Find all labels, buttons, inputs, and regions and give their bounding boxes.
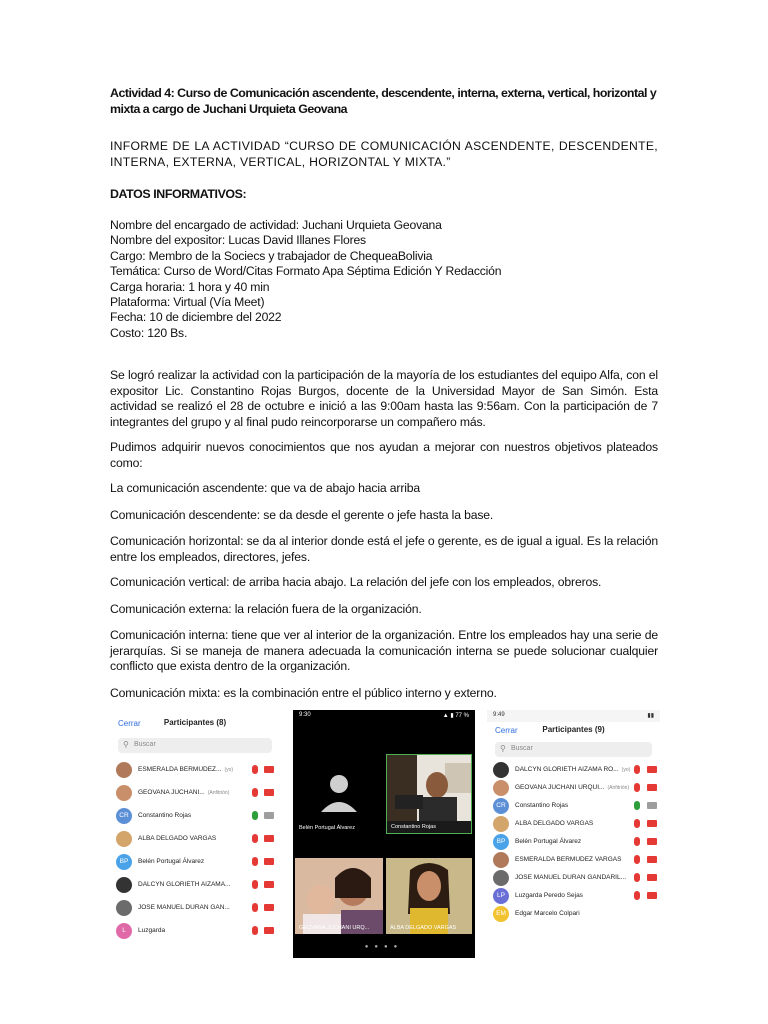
paragraph-ascendente: La comunicación ascendente: que va de abajo hacia arriba [110,481,421,496]
battery-indicator: ▲ ▮ 77 % [442,713,469,719]
camera-off-icon [647,874,657,881]
avatar: CR [493,798,509,814]
mic-off-icon [252,834,258,843]
battery-level: 77 % [455,713,469,719]
video-tile[interactable] [295,858,383,934]
participant-name: ESMERALDA BERMUDEZ... (yo) [138,766,234,773]
participant-row[interactable] [487,813,660,831]
mic-off-icon [252,788,258,797]
tile-label: Belén Portugal Álvarez [299,825,355,831]
mic-off-icon [252,880,258,889]
search-input[interactable] [118,738,272,753]
participant-row[interactable] [110,805,280,828]
search-icon: ⚲ [123,740,129,749]
info-line: Temática: Curso de Word/Citas Formato Apa Séptima Edición Y Redacción [110,264,502,279]
participants-header [487,722,660,740]
participant-name: ESMERALDA BERMUDEZ VARGAS [515,856,622,863]
participant-row[interactable] [110,920,280,940]
video-tile[interactable] [295,754,383,834]
camera-off-icon [264,927,274,934]
video-tile[interactable] [386,858,472,934]
mic-off-icon [634,891,640,900]
participant-name: JOSE MANUEL DURAN GANDARIL... [515,874,627,881]
participant-name: DALCYN GLORIETH AIZAMA... [138,881,231,888]
paragraph-descendente: Comunicación descendente: se da desde el gerente o jefe hasta la base. [110,507,494,522]
camera-off-icon [264,789,274,796]
document-body [110,86,658,701]
mic-on-icon [252,811,258,820]
avatar: CR [116,808,132,824]
mic-off-icon [634,819,640,828]
participant-row[interactable] [110,897,280,920]
close-button[interactable]: Cerrar [118,719,141,728]
participant-name: ALBA DELGADO VARGAS [515,820,594,827]
camera-off-icon [647,766,657,773]
status-time: 9:30 [299,712,311,718]
participant-name: DALCYN GLORIETH AIZAMA RO... (yo) [515,766,631,773]
participant-video [295,858,383,934]
participant-tag: (Anfitrión) [207,790,230,796]
participant-name: ALBA DELGADO VARGAS [138,835,217,842]
participant-row[interactable] [110,782,280,805]
participant-list [487,759,660,921]
participant-tag: (yo) [224,767,234,773]
info-line: Fecha: 10 de diciembre del 2022 [110,310,282,325]
activity-title: Actividad 4: Curso de Comunicación ascendente, descendente, interna, externa, vertical, horizontal y mixta a cargo de Juchani Urquieta Geovana [110,86,657,116]
search-icon: ⚲ [500,744,506,753]
paragraph-intro: Pudimos adquirir nuevos conocimientos que nos ayudan a mejorar con nuestros objetivos plateados como: [110,440,658,470]
participants-title: Participantes (9) [542,725,605,734]
mic-off-icon [252,926,258,935]
camera-off-icon [264,835,274,842]
participant-row[interactable] [110,874,280,897]
avatar [116,831,132,847]
camera-off-icon [647,784,657,791]
screenshot-participants-9 [487,710,660,928]
close-button[interactable]: Cerrar [495,726,518,735]
camera-off-icon [264,858,274,865]
avatar [116,762,132,778]
participant-row[interactable] [110,851,280,874]
participant-row[interactable] [487,849,660,867]
mic-off-icon [634,783,640,792]
camera-off-icon [264,881,274,888]
speaker-video [387,755,472,821]
status-bar [487,710,660,722]
search-placeholder: Buscar [511,745,533,752]
avatar [493,852,509,868]
participants-header [110,710,280,736]
camera-icon [264,812,274,819]
avatar [493,780,509,796]
info-line: Nombre del encargado de actividad: Juchani Urquieta Geovana [110,218,442,232]
screenshot-participants-8 [110,710,280,940]
participant-row[interactable] [487,903,660,921]
paragraph-horizontal: Comunicación horizontal: se da al interior donde está el jefe o gerente, es de igual a igual. Es la relación entre los empleados, directores, jefes. [110,534,658,564]
avatar: BP [493,834,509,850]
participant-name: Luzgarda Peredo Sejas [515,892,583,899]
participant-name: Constantino Rojas [515,802,569,809]
search-placeholder: Buscar [134,741,156,748]
participant-name: GEOVANA JUCHANI... (Anfitrión) [138,789,230,796]
tile-label: Constantino Rojas [391,824,436,830]
avatar [493,816,509,832]
status-bar [293,710,475,722]
signal-icon: ▮▮ [647,713,654,719]
participant-row[interactable] [487,885,660,903]
info-line: Nombre del expositor: Lucas David Illanes Flores [110,233,366,248]
participant-name: Belén Portugal Álvarez [515,838,582,845]
participant-row[interactable] [487,777,660,795]
mic-off-icon [634,837,640,846]
avatar: L [116,923,132,939]
participant-tag: (Anfitrión) [607,785,630,791]
camera-off-icon [647,838,657,845]
participant-name: Luzgarda [138,927,166,934]
mic-off-icon [252,857,258,866]
paragraph-summary: Se logró realizar la actividad con la participación de la mayoría de los estudiantes del equipo Alfa, con el expositor Lic. Constantino Rojas Burgos, docente de la Universidad Mayor de San Simón. Esta actividad se realizó el 28 de octubre e inició a las 9:00am hasta las 9:56am. Con la participación de 7 integrantes del grupo y al final pudo reincorporarse un compañero más. [110,368,658,429]
info-line: Plataforma: Virtual (Vía Meet) [110,295,265,310]
participant-video [386,858,472,934]
tile-label: ALBA DELGADO VARGAS [390,925,457,931]
avatar: BP [116,854,132,870]
camera-icon [647,802,657,809]
paragraph-vertical: Comunicación vertical: de arriba hacia abajo. La relación del jefe con los empleados, obreros. [110,575,602,590]
video-tile-active[interactable] [386,754,472,834]
section-heading: DATOS INFORMATIVOS: [110,187,247,201]
participant-row[interactable] [110,759,280,782]
paragraph-externa: Comunicación externa: la relación fuera de la organización. [110,601,422,616]
tile-label: GEOVANA JUCHANI URQ... [299,925,370,931]
participant-row[interactable] [487,867,660,885]
mic-off-icon [252,765,258,774]
avatar [116,785,132,801]
avatar [493,762,509,778]
participant-name: JOSE MANUEL DURAN GAN... [138,904,230,911]
camera-off-icon [647,820,657,827]
participant-name: Constantino Rojas [138,812,192,819]
camera-off-icon [264,766,274,773]
participant-name: Edgar Marcelo Colpari [515,910,580,917]
avatar [116,877,132,893]
participant-row[interactable] [487,831,660,849]
info-list [110,218,658,341]
participants-title: Participantes (8) [163,718,227,727]
camera-off-icon [647,856,657,863]
info-line: Costo: 120 Bs. [110,325,188,340]
avatar: EM [493,906,509,922]
mic-off-icon [252,903,258,912]
mic-on-icon [634,801,640,810]
mic-off-icon [634,855,640,864]
page-indicator: ●●●● [364,944,404,950]
info-line: Cargo: Membro de la Sociecs y trabajador de ChequeaBolivia [110,248,433,263]
report-heading: INFORME DE LA ACTIVIDAD “CURSO DE COMUNICACIÓN ASCENDENTE, DESCENDENTE, INTERNA, EXTERNA, VERTICAL, HORIZONTAL Y MIXTA.” [110,139,658,169]
participant-name: Belén Portugal Álvarez [138,858,205,865]
mic-off-icon [634,873,640,882]
paragraph-mixta: Comunicación mixta: es la combinación entre el público interno y externo. [110,685,497,700]
camera-off-icon [647,892,657,899]
camera-off-icon [264,904,274,911]
avatar: LP [493,888,509,904]
participant-list [110,759,280,940]
participant-tag: (yo) [621,767,631,773]
mic-off-icon [634,765,640,774]
info-line: Carga horaria: 1 hora y 40 min [110,279,270,294]
user-silhouette-icon [295,754,383,824]
avatar [116,900,132,916]
participant-name: GEOVANA JUCHANI URQUI... (Anfitrión) [515,784,630,791]
participant-row[interactable] [487,795,660,813]
screenshot-video-call [293,710,475,958]
status-time: 9:49 [493,712,505,718]
participant-row[interactable] [110,828,280,851]
search-input[interactable] [495,742,652,757]
avatar [493,870,509,886]
paragraph-interna: Comunicación interna: tiene que ver al interior de la organización. Entre los empleados hay una serie de jerarquías. Si se maneja de manera adecuada la comunicación interna se puede solucionar cualquier conflicto que exista dentro de la organización. [110,628,658,674]
participant-row[interactable] [487,759,660,777]
